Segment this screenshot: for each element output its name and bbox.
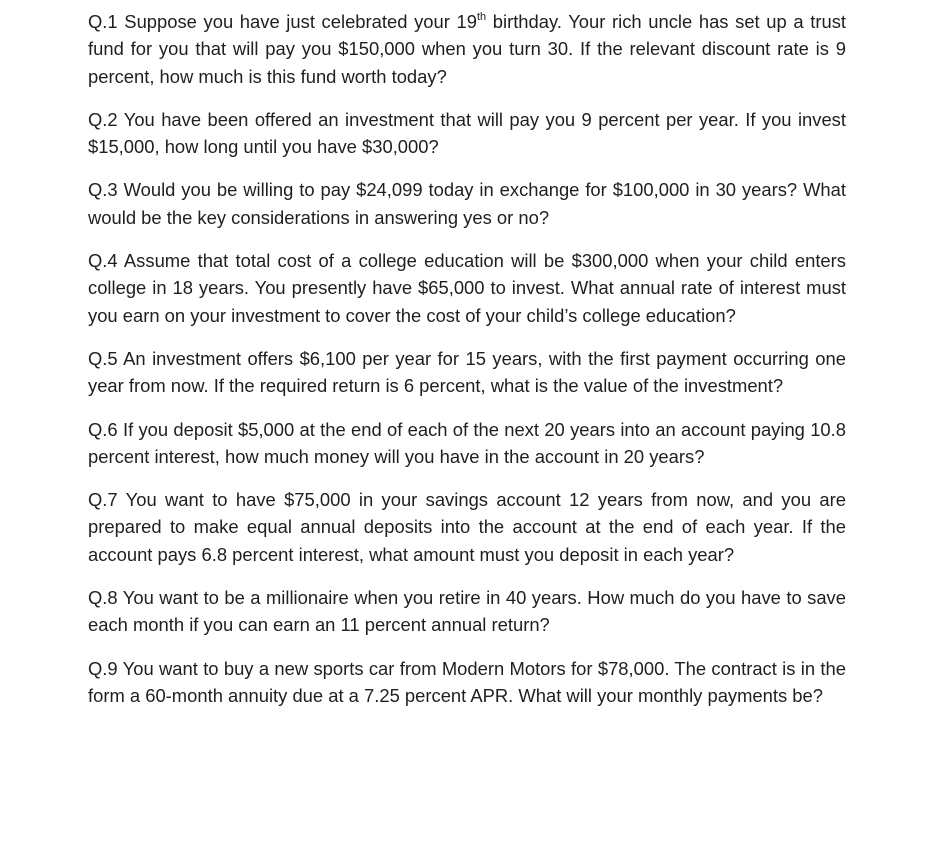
question-9	[88, 655, 846, 710]
question-8	[88, 584, 846, 639]
question-text: You want to be a millionaire when you retire in 40 years. How much do you have to save each month if you can earn an 11 percent annual return?	[88, 587, 846, 636]
question-1	[88, 8, 846, 90]
question-number: Q.8	[88, 587, 118, 609]
question-text: Assume that total cost of a college education will be $300,000 when your child enters college in 18 years. You presently have $65,000 to invest. What annual rate of interest must you earn on your investment to cover the cost of your child’s college education?	[88, 250, 846, 326]
question-text-continued: birthday. Your rich uncle has set up a trust fund for you that will pay you $150,000 when you turn 30. If the relevant discount rate is 9 percent, how much is this fund worth today?	[88, 11, 846, 87]
question-4	[88, 247, 846, 329]
question-5	[88, 345, 846, 400]
question-2	[88, 106, 846, 161]
question-6	[88, 416, 846, 471]
question-text: You have been offered an investment that will pay you 9 percent per year. If you invest $15,000, how long until you have $30,000?	[88, 108, 846, 158]
question-text: You want to have $75,000 in your savings account 12 years from now, and you are prepared to make equal annual deposits into the account at the end of each year. If the account pays 6.8 percent interest, what amount must you deposit in each year?	[88, 489, 846, 565]
question-number: Q.4	[88, 250, 118, 272]
question-number: Q.1	[88, 11, 118, 32]
ordinal-suffix: th	[476, 10, 487, 23]
question-text: You want to buy a new sports car from Modern Motors for $78,000. The contract is in the form a 60-month annuity due at a 7.25 percent APR. What will your monthly payments be?	[88, 657, 846, 706]
question-number: Q.6	[88, 418, 118, 440]
question-number: Q.9	[88, 657, 118, 679]
question-number: Q.5	[88, 347, 118, 369]
question-number: Q.3	[88, 179, 118, 201]
question-text: Would you be willing to pay $24,099 today in exchange for $100,000 in 30 years? What would be the key considerations in answering yes or no?	[88, 179, 846, 228]
question-text: Suppose you have just celebrated your 19	[124, 11, 477, 32]
question-7	[88, 486, 846, 568]
document-page	[88, 8, 846, 725]
question-number: Q.2	[88, 108, 118, 130]
question-3	[88, 176, 846, 231]
question-text: An investment offers $6,100 per year for 15 years, with the first payment occurring one year from now. If the required return is 6 percent, what is the value of the investment?	[88, 347, 846, 397]
question-text: If you deposit $5,000 at the end of each of the next 20 years into an account paying 10.8 percent interest, how much money will you have in the account in 20 years?	[88, 418, 846, 467]
question-number: Q.7	[88, 489, 118, 511]
